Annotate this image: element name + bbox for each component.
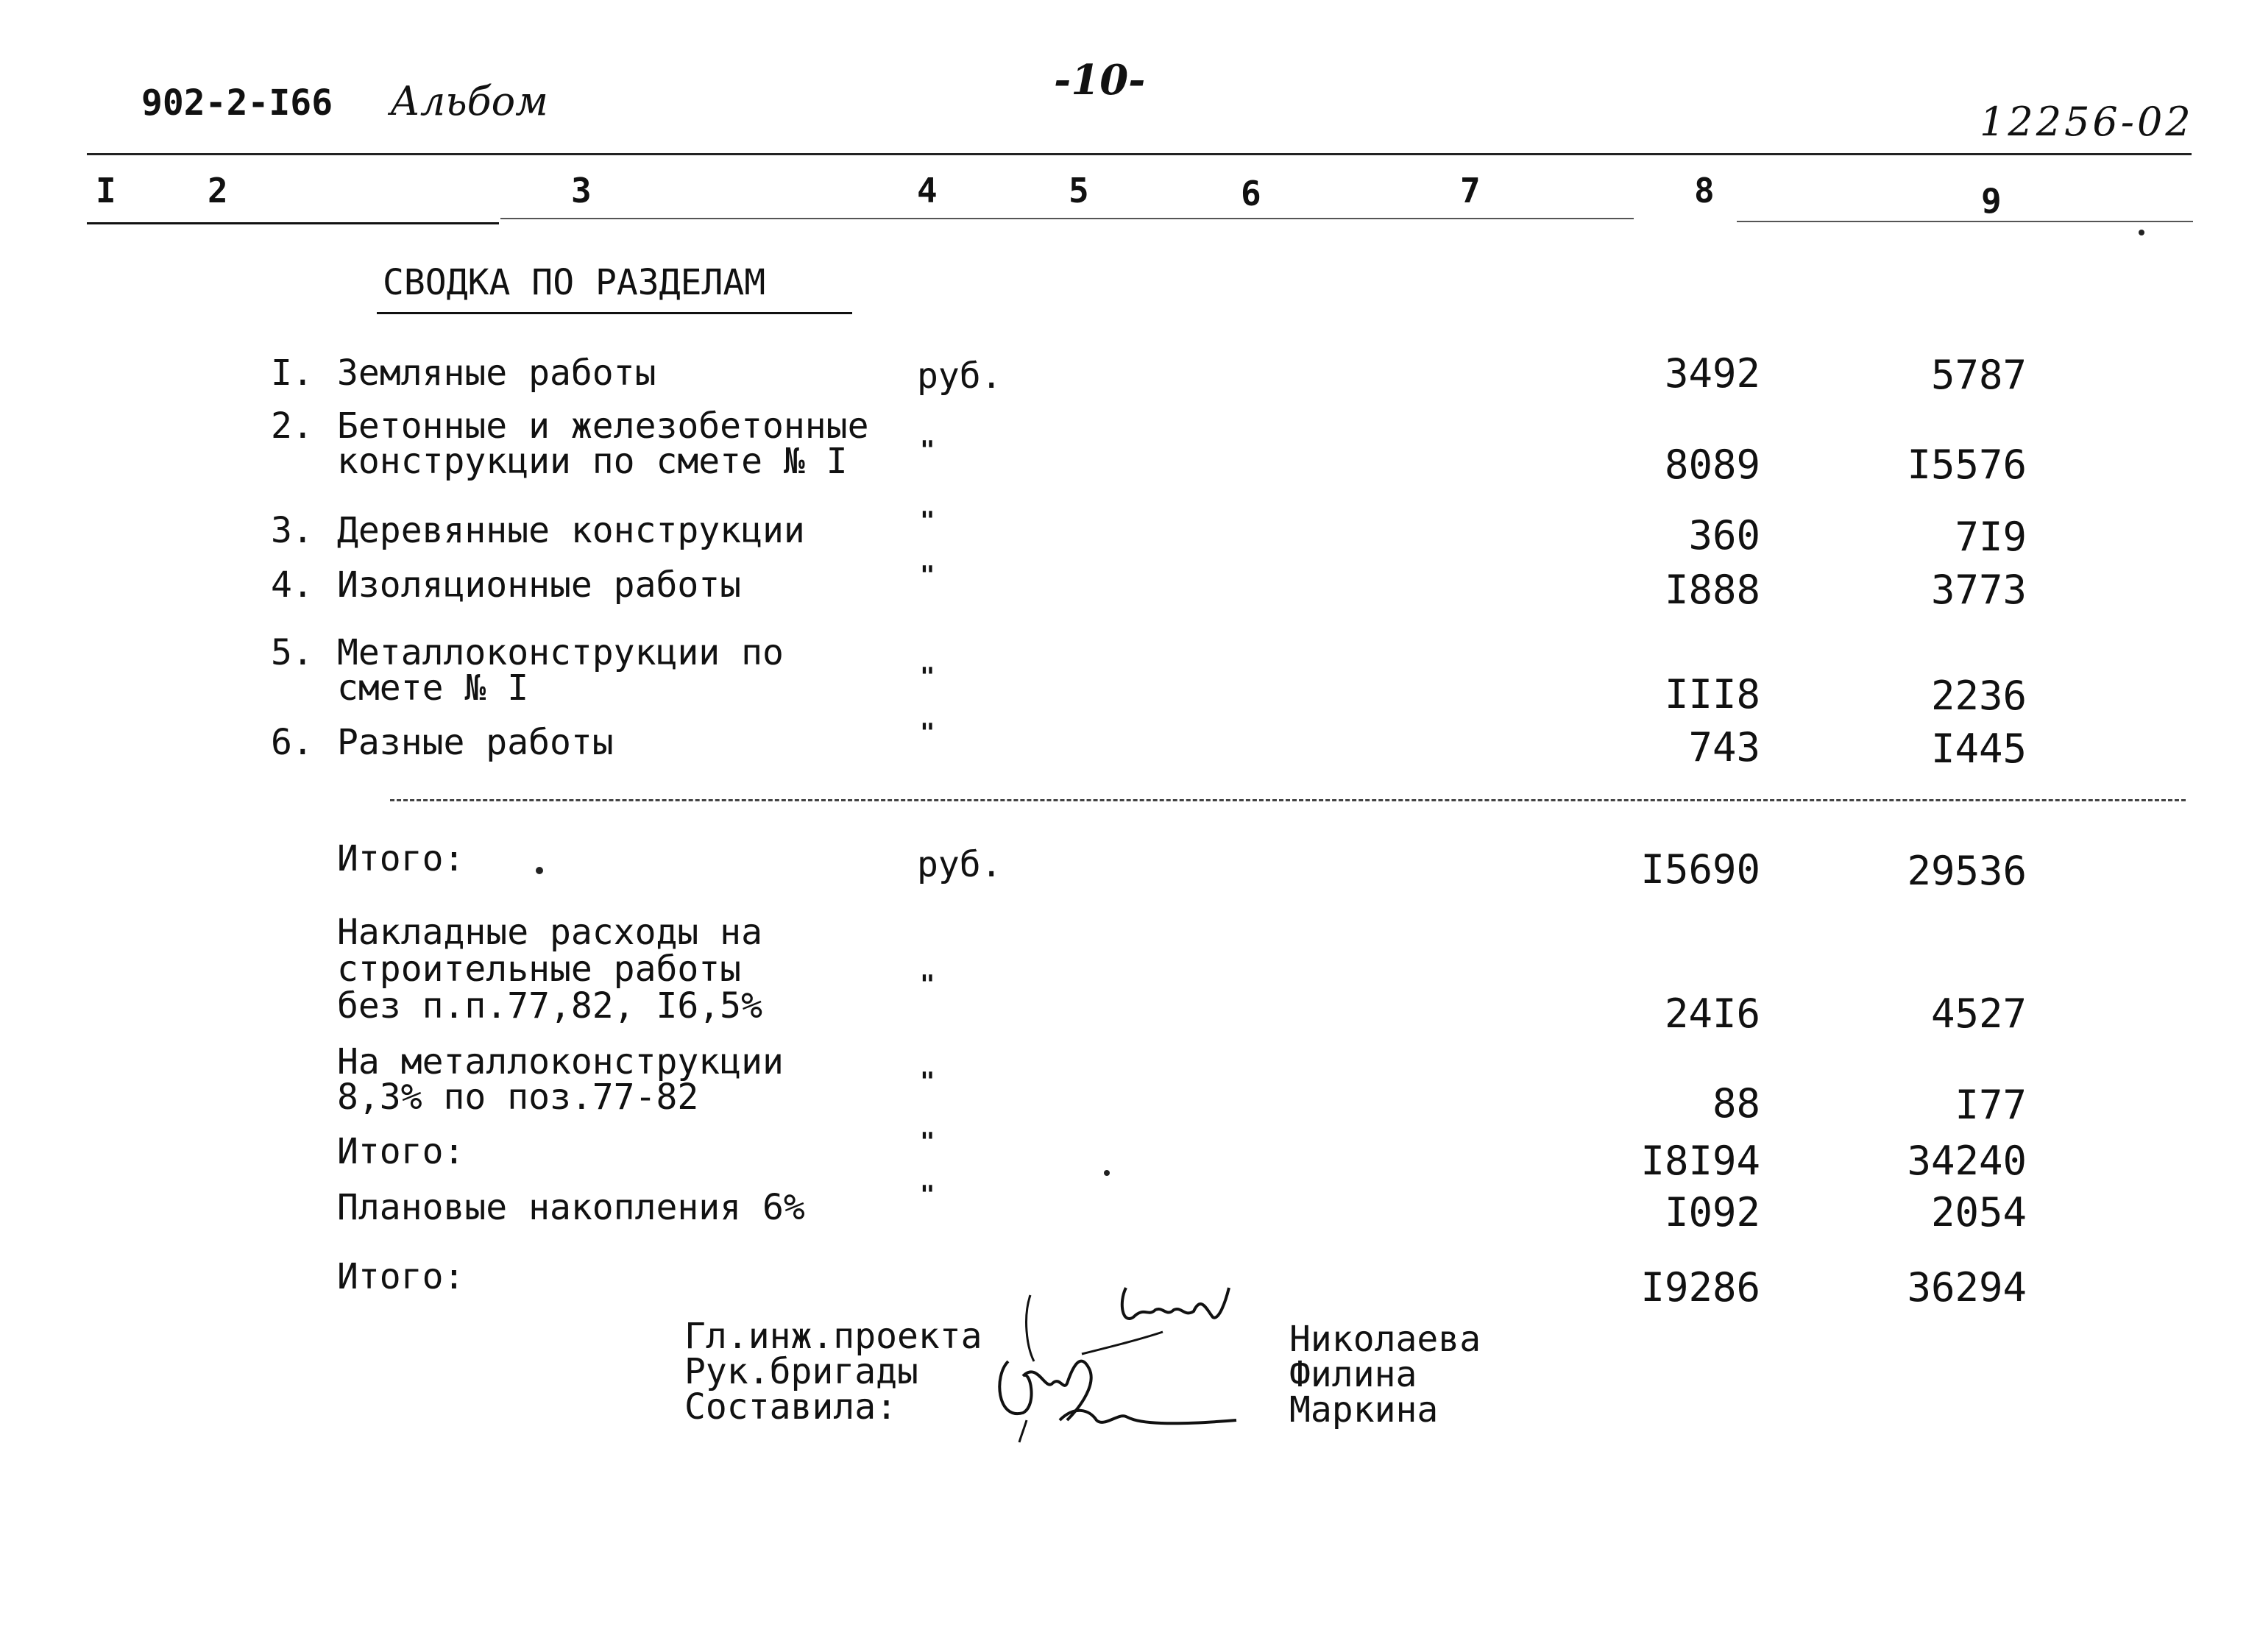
value-col8: I9286 [1640, 1264, 1760, 1311]
ditto-mark: " [920, 436, 935, 465]
ditto-mark: " [920, 1067, 935, 1096]
section-label-cont: конструкции по смете № I [337, 441, 848, 482]
col-num-3: 3 [571, 171, 592, 210]
value-col8: 88 [1712, 1080, 1760, 1127]
metal-overhead-label: На металлоконструкции [337, 1041, 784, 1082]
section-number: 4. [271, 564, 314, 606]
album-code: 902-2-I66 [141, 82, 333, 124]
summary-title: СВОДКА ПО РАЗДЕЛАМ [383, 262, 766, 303]
scan-speck [536, 867, 543, 874]
grand-total-label: Итого: [337, 1256, 465, 1297]
value-col8: I8I94 [1640, 1138, 1760, 1184]
overhead-label: Накладные расходы на [337, 912, 762, 953]
column-rule-right [1737, 221, 2193, 222]
value-col9: 7I9 [1955, 514, 2027, 560]
value-col8: I888 [1664, 567, 1760, 613]
col-num-1: I [96, 171, 116, 210]
ditto-mark: " [920, 561, 935, 590]
value-col9: I5576 [1907, 442, 2027, 488]
value-col9: 34240 [1907, 1138, 2027, 1184]
signature-name: Маркина [1289, 1389, 1439, 1431]
col-num-9: 9 [1981, 181, 2002, 221]
document-number: 12256-02 [1980, 99, 2194, 145]
unit-cell: руб. [917, 844, 1002, 885]
value-col8: 3492 [1664, 350, 1760, 397]
value-col9: 3773 [1930, 567, 2027, 613]
value-col9: 4527 [1930, 990, 2027, 1037]
signature-name: Николаева [1289, 1319, 1481, 1360]
column-rule-mid [500, 218, 1634, 219]
column-rule-left [87, 222, 499, 224]
section-label: Металлоконструкции по [337, 632, 784, 673]
value-col9: 2054 [1930, 1189, 2027, 1236]
value-col9: 36294 [1907, 1264, 2027, 1311]
value-col9: 5787 [1930, 352, 2027, 398]
section-separator [390, 799, 2186, 801]
col-num-6: 6 [1241, 174, 1261, 213]
section-number: 6. [271, 722, 314, 763]
col-num-5: 5 [1069, 171, 1089, 210]
value-col8: 24I6 [1664, 990, 1760, 1037]
ditto-mark: " [920, 1180, 935, 1210]
value-col8: 360 [1688, 512, 1760, 559]
signature-role: Гл.инж.проекта [684, 1316, 982, 1357]
ditto-mark: " [920, 1127, 935, 1157]
signature-role: Рук.бригады [684, 1351, 918, 1392]
signature-name: Филина [1289, 1354, 1417, 1395]
unit-cell: руб. [917, 355, 1002, 397]
section-number: 3. [271, 510, 314, 551]
scan-speck [2139, 230, 2144, 235]
section-number: 5. [271, 632, 314, 673]
title-underline [377, 312, 852, 314]
col-num-2: 2 [208, 171, 228, 210]
overhead-label-cont: строительные работы [337, 949, 742, 990]
signature-role: Составила: [684, 1386, 897, 1428]
metal-overhead-label-cont: 8,3% по поз.77-82 [337, 1077, 699, 1118]
value-col8: I092 [1664, 1189, 1760, 1236]
value-col9: 29536 [1907, 848, 2027, 894]
total-label: Итого: [337, 838, 465, 879]
col-num-7: 7 [1460, 171, 1481, 210]
value-col9: I445 [1930, 726, 2027, 772]
value-col8: III8 [1664, 671, 1760, 717]
ditto-mark: " [920, 970, 935, 999]
ditto-mark: " [920, 718, 935, 748]
planned-savings-label: Плановые накопления 6% [337, 1187, 805, 1228]
col-num-8: 8 [1694, 171, 1715, 210]
ditto-mark: " [920, 662, 935, 692]
section-number: I. [271, 352, 314, 394]
section-number: 2. [271, 405, 314, 447]
header-rule [87, 153, 2192, 155]
section-label: Разные работы [337, 722, 614, 763]
handwritten-signatures [979, 1273, 1288, 1450]
ditto-mark: " [920, 506, 935, 536]
section-label: Изоляционные работы [337, 564, 742, 606]
section-label: Деревянные конструкции [337, 510, 805, 551]
section-label-cont: смете № I [337, 667, 529, 709]
value-col8: 8089 [1664, 442, 1760, 488]
album-word: Альбом [390, 78, 548, 124]
value-col9: 2236 [1930, 673, 2027, 719]
value-col9: I77 [1955, 1082, 2027, 1128]
scan-speck [1104, 1170, 1110, 1176]
section-label: Земляные работы [337, 352, 656, 394]
section-label: Бетонные и железобетонные [337, 405, 869, 447]
col-num-4: 4 [917, 171, 938, 210]
overhead-label-cont: без п.п.77,82, I6,5% [337, 985, 762, 1027]
value-col8: 743 [1688, 724, 1760, 770]
total-label: Итого: [337, 1131, 465, 1172]
value-col8: I5690 [1640, 846, 1760, 893]
page-number: -10- [1054, 56, 1146, 104]
